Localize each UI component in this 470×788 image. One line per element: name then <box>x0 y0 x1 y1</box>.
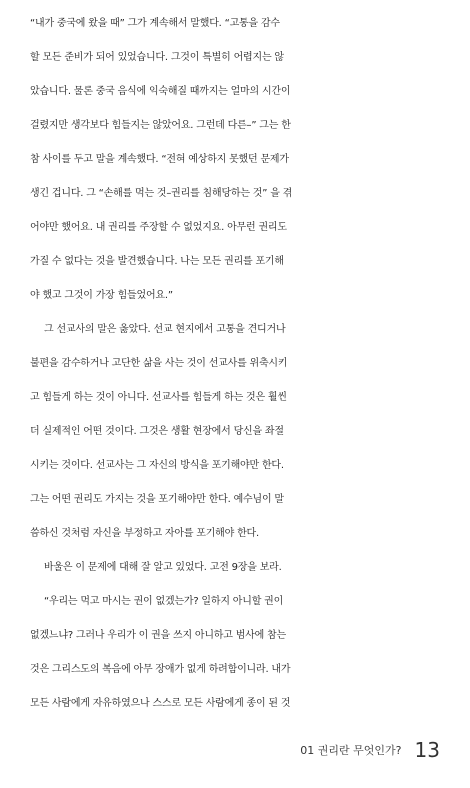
text-line: 그는 어떤 권리도 가지는 것을 포기해야만 한다. 예수님이 말 <box>30 494 284 505</box>
text-line: 없겠느냐? 그러나 우리가 이 권을 쓰지 아니하고 범사에 참는 <box>30 630 286 641</box>
text-line: 할 모든 준비가 되어 있었습니다. 그것이 특별히 어렵지는 않 <box>30 52 284 63</box>
text-line: 생긴 겁니다. 그 “손해를 먹는 것–권리를 침해당하는 것” 을 겪 <box>30 188 293 199</box>
text-line: 바울은 이 문제에 대해 잘 알고 있었다. 고전 9장을 보라. <box>44 562 282 573</box>
text-line: “내가 중국에 왔을 때” 그가 계속해서 말했다. “고통을 감수 <box>30 18 280 29</box>
text-line: 았습니다. 물론 중국 음식에 익숙해질 때까지는 얼마의 시간이 <box>30 86 291 97</box>
text-line: 씀하신 것처럼 자신을 부정하고 자아를 포기해야 한다. <box>30 528 259 539</box>
text-line: 모든 사람에게 자유하였으나 스스로 모든 사람에게 종이 된 것 <box>30 698 291 709</box>
text-line: 불편을 감수하거나 고단한 삶을 사는 것이 선교사를 위축시키 <box>30 358 288 369</box>
page-footer <box>300 738 440 762</box>
text-line: 가질 수 없다는 것을 발견했습니다. 나는 모든 권리를 포기해 <box>30 256 284 267</box>
text-line: 시키는 것이다. 선교사는 그 자신의 방식을 포기해야만 한다. <box>30 460 284 471</box>
chapter-title: 01 권리란 무엇인가? <box>300 744 402 757</box>
text-line: 더 실제적인 어떤 것이다. 그것은 생활 현장에서 당신을 좌절 <box>30 426 284 437</box>
text-line: “우리는 먹고 마시는 권이 없겠는가? 일하지 아니할 권이 <box>44 596 284 607</box>
page-number: 13 <box>414 738 440 762</box>
text-line: 그 선교사의 말은 옳았다. 선교 현지에서 고통을 견디거나 <box>44 324 286 335</box>
text-line: 고 힘들게 하는 것이 아니다. 선교사를 힘들게 하는 것은 훨씬 <box>30 392 287 403</box>
text-line: 참 사이를 두고 말을 계속했다. “전혀 예상하지 못했던 문제가 <box>30 154 289 165</box>
text-line: 야 했고 그것이 가장 힘들었어요.” <box>30 290 173 301</box>
text-line: 걸렸지만 생각보다 힘들지는 않았어요. 그런데 다른–” 그는 한 <box>30 120 291 131</box>
text-line: 어야만 했어요. 내 권리를 주장할 수 없었지요. 아무런 권리도 <box>30 222 287 233</box>
text-line: 것은 그리스도의 복음에 아무 장애가 없게 하려함이니라. 내가 <box>30 664 291 675</box>
